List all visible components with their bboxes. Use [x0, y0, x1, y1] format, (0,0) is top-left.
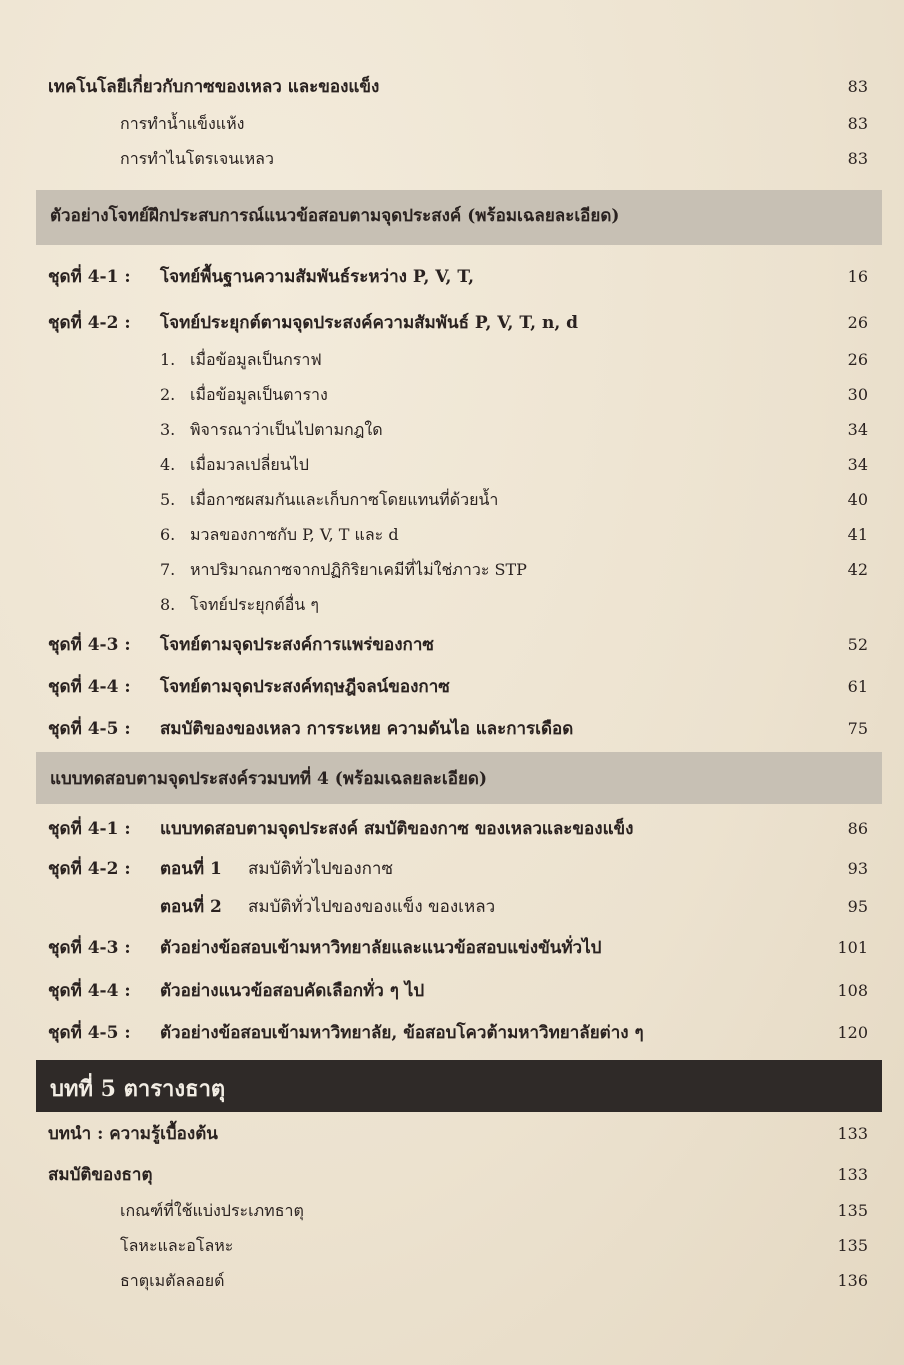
entry-title: โลหะและอโลหะ	[120, 1236, 234, 1255]
entry-title: ตัวอย่างแนวข้อสอบคัดเลือกทั่ว ๆ ไป	[160, 981, 425, 1001]
section-band-label: แบบทดสอบตามจุดประสงค์รวมบทที่ 4 (พร้อมเฉลยละเอียด)	[50, 769, 487, 789]
set-label: ชุดที่ 4-5 :	[48, 719, 131, 739]
toc-numbered-entry	[0, 483, 904, 517]
entry-page: 136	[837, 1271, 868, 1290]
entry-title: โจทย์ตามจุดประสงค์ทฤษฎีจลน์ของกาซ	[160, 677, 450, 697]
entry-page: 75	[847, 719, 868, 738]
entry-title: หาปริมาณกาซจากปฏิกิริยาเคมีที่ไม่ใช่ภาวะ STP	[190, 560, 527, 579]
item-number: 7.	[160, 560, 176, 579]
entry-title: เทคโนโลยีเกี่ยวกับกาซของเหลว และของแข็ง	[48, 77, 380, 97]
set-label: ชุดที่ 4-1 :	[48, 267, 131, 287]
entry-page: 133	[837, 1124, 868, 1143]
item-number: 8.	[160, 595, 176, 614]
toc-set-entry	[0, 931, 904, 965]
entry-title: โจทย์พื้นฐานความสัมพันธ์ระหว่าง P, V, T,	[160, 267, 475, 287]
entry-page: 26	[847, 313, 868, 332]
toc-numbered-entry	[0, 588, 904, 622]
section-band	[36, 752, 882, 804]
section-band	[36, 190, 882, 245]
entry-page: 83	[847, 149, 868, 168]
toc-set-entry	[0, 628, 904, 662]
entry-title: โจทย์ประยุกต์อื่น ๆ	[190, 595, 319, 614]
toc-set-entry	[0, 712, 904, 746]
entry-page: 133	[837, 1165, 868, 1184]
entry-page: 42	[847, 560, 868, 579]
item-number: 1.	[160, 350, 176, 369]
toc-numbered-entry	[0, 518, 904, 552]
toc-entry-heading	[0, 70, 904, 104]
section-band-label: ตัวอย่างโจทย์ฝึกประสบการณ์แนวข้อสอบตามจุดประสงค์ (พร้อมเฉลยละเอียด)	[50, 206, 620, 226]
chapter-title: บทที่ 5 ตารางธาตุ	[50, 1076, 226, 1102]
entry-title: แบบทดสอบตามจุดประสงค์ สมบัติของกาซ ของเหลวและของแข็ง	[160, 819, 634, 839]
entry-title: เมื่อมวลเปลี่ยนไป	[190, 455, 309, 474]
entry-title: สมบัติทั่วไปของของแข็ง ของเหลว	[248, 897, 496, 917]
item-number: 5.	[160, 490, 176, 509]
item-number: 3.	[160, 420, 176, 439]
toc-set-entry	[0, 1016, 904, 1050]
toc-numbered-entry	[0, 378, 904, 412]
toc-entry	[0, 1194, 904, 1228]
toc-set-entry	[0, 670, 904, 704]
toc-entry	[0, 142, 904, 176]
entry-title: เมื่อข้อมูลเป็นกราฟ	[190, 350, 322, 369]
entry-title: ธาตุเมตัลลอยด์	[120, 1271, 225, 1290]
toc-set-entry	[0, 974, 904, 1008]
entry-title: บทนำ : ความรู้เบื้องต้น	[48, 1124, 218, 1144]
entry-page: 16	[847, 267, 868, 286]
set-label: ชุดที่ 4-2 :	[48, 859, 131, 879]
entry-page: 34	[847, 455, 868, 474]
toc-entry	[0, 107, 904, 141]
toc-set-entry	[0, 812, 904, 846]
entry-title: โจทย์ประยุกต์ตามจุดประสงค์ความสัมพันธ์ P, V, T, n, d	[160, 313, 579, 333]
entry-page: 135	[837, 1201, 868, 1220]
toc-numbered-entry	[0, 413, 904, 447]
entry-page: 52	[847, 635, 868, 654]
entry-title: เมื่อข้อมูลเป็นตาราง	[190, 385, 328, 404]
entry-title: สมบัติของธาตุ	[48, 1165, 153, 1185]
entry-page: 101	[837, 938, 868, 957]
item-number: 6.	[160, 525, 176, 544]
set-label: ชุดที่ 4-4 :	[48, 677, 131, 697]
entry-title: โจทย์ตามจุดประสงค์การแพร่ของกาซ	[160, 635, 434, 655]
set-label: ชุดที่ 4-4 :	[48, 981, 131, 1001]
entry-page: 61	[847, 677, 868, 696]
toc-set-entry	[0, 852, 904, 886]
entry-title: สมบัติทั่วไปของกาซ	[248, 859, 394, 879]
entry-page: 41	[847, 525, 868, 544]
entry-title: ตัวอย่างข้อสอบเข้ามหาวิทยาลัย, ข้อสอบโควต้ามหาวิทยาลัยต่าง ๆ	[160, 1023, 644, 1043]
item-number: 4.	[160, 455, 176, 474]
entry-page: 83	[847, 114, 868, 133]
toc-set-entry	[0, 260, 904, 294]
toc-entry	[0, 1229, 904, 1263]
entry-page: 108	[837, 981, 868, 1000]
entry-page: 135	[837, 1236, 868, 1255]
toc-set-entry	[0, 306, 904, 340]
toc-entry-heading	[0, 1117, 904, 1151]
part-label: ตอนที่ 2	[160, 897, 222, 917]
part-label: ตอนที่ 1	[160, 859, 222, 879]
entry-title: เมื่อกาซผสมกันและเก็บกาซโดยแทนที่ด้วยน้ำ	[190, 490, 499, 509]
entry-page: 34	[847, 420, 868, 439]
entry-title: เกณฑ์ที่ใช้แบ่งประเภทธาตุ	[120, 1201, 304, 1220]
entry-page: 26	[847, 350, 868, 369]
toc-numbered-entry	[0, 343, 904, 377]
toc-entry	[0, 1264, 904, 1298]
entry-page: 95	[847, 897, 868, 916]
entry-title: การทำน้ำแข็งแห้ง	[120, 114, 245, 133]
set-label: ชุดที่ 4-5 :	[48, 1023, 131, 1043]
set-label: ชุดที่ 4-1 :	[48, 819, 131, 839]
entry-title: ตัวอย่างข้อสอบเข้ามหาวิทยาลัยและแนวข้อสอบแข่งขันทั่วไป	[160, 938, 602, 958]
entry-page: 86	[847, 819, 868, 838]
set-label: ชุดที่ 4-2 :	[48, 313, 131, 333]
chapter-band	[36, 1060, 882, 1112]
toc-numbered-entry	[0, 448, 904, 482]
toc-numbered-entry	[0, 553, 904, 587]
entry-title: สมบัติของของเหลว การระเหย ความดันไอ และการเดือด	[160, 719, 574, 739]
entry-title: การทำไนโตรเจนเหลว	[120, 149, 274, 168]
entry-page: 83	[847, 77, 868, 96]
entry-page: 30	[847, 385, 868, 404]
entry-title: มวลของกาซกับ P, V, T และ d	[190, 525, 399, 544]
set-label: ชุดที่ 4-3 :	[48, 938, 131, 958]
entry-page: 120	[837, 1023, 868, 1042]
toc-set-entry	[0, 890, 904, 924]
entry-page: 40	[847, 490, 868, 509]
entry-page: 93	[847, 859, 868, 878]
item-number: 2.	[160, 385, 176, 404]
set-label: ชุดที่ 4-3 :	[48, 635, 131, 655]
entry-title: พิจารณาว่าเป็นไปตามกฎใด	[190, 420, 383, 439]
toc-entry-heading	[0, 1158, 904, 1192]
